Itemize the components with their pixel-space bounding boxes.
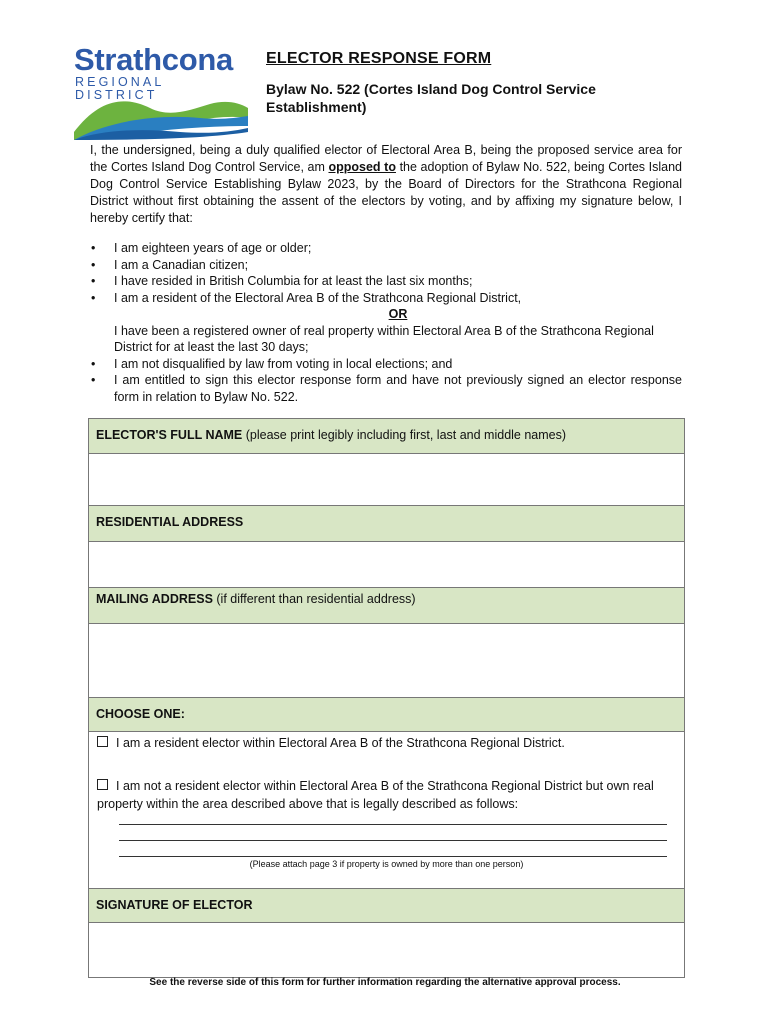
intro-text-before: I, the undersigned, being a duly qualified elector of Electoral Area B, being the proposed service area for the Cortes Island Dog Control Service, am (90, 143, 682, 174)
strathcona-logo (70, 40, 250, 140)
cert-or: OR (388, 307, 408, 321)
signature-header (89, 889, 684, 923)
bylaw-subtitle: Bylaw No. 522 (Cortes Island Dog Control Service Establishment) (266, 81, 596, 115)
cert-owner: I have been a registered owner of real property within Electoral Area B of the Strathcona Regional District for at least the last 30 days; (114, 323, 654, 354)
landscape-icon (70, 88, 250, 140)
option-owner[interactable] (97, 777, 672, 813)
option-resident-label: I am a resident elector within Electoral Area B of the Strathcona Regional District. (116, 736, 565, 750)
mailing-header (89, 588, 684, 624)
option-resident[interactable] (97, 734, 672, 752)
page-title: ELECTOR RESPONSE FORM (266, 50, 492, 67)
choose-label: CHOOSE ONE: (96, 707, 185, 721)
legal-description-line-2[interactable] (119, 840, 667, 841)
logo-subtitle: REGIONAL DISTRICT (75, 75, 164, 102)
cert-bc-resident: • I have resided in British Columbia for at least the last six months; (90, 273, 682, 290)
residential-address-field[interactable] (89, 542, 684, 588)
cert-age: • I am eighteen years of age or older; (90, 240, 682, 257)
full-name-header (89, 419, 684, 454)
full-name-hint: (please print legibly including first, last and middle names) (242, 428, 567, 442)
signature-label: SIGNATURE OF ELECTOR (96, 898, 253, 912)
cert-citizen: • I am a Canadian citizen; (90, 257, 682, 274)
attach-note: (Please attach page 3 if property is owned by more than one person) (249, 859, 524, 869)
cert-entitled: • I am entitled to sign this elector response form and have not previously signed an elector response form in relation to Bylaw No. 522. (90, 372, 682, 405)
footer-note: See the reverse side of this form for further information regarding the alternative approval process. (149, 977, 621, 988)
intro-paragraph (90, 142, 682, 227)
choose-options (89, 732, 684, 889)
mailing-address-field[interactable] (89, 624, 684, 698)
certification-list (90, 240, 682, 405)
cert-not-disqualified: • I am not disqualified by law from voting in local elections; and (90, 356, 682, 373)
option-owner-label: I am not a resident elector within Electoral Area B of the Strathcona Regional District but own real property within the area described above that is legally described as follows: (97, 779, 654, 811)
checkbox-owner[interactable] (97, 779, 108, 790)
intro-emphasis: opposed to (328, 160, 396, 174)
checkbox-resident[interactable] (97, 736, 108, 747)
choose-header (89, 698, 684, 732)
cert-area-resident: • I am a resident of the Electoral Area B of the Strathcona Regional District, (90, 290, 682, 307)
full-name-label: ELECTOR'S FULL NAME (96, 428, 243, 442)
logo-name: Strathcona (74, 42, 233, 77)
mailing-label: MAILING ADDRESS (96, 592, 213, 606)
intro-text-after: the adoption of Bylaw No. 522, being Cortes Island Dog Control Service Establishing Bylaw 2023, by the Board of Directors for the Strathcona Regional District without first obtaining the assent of the electors by voting, and by affixing my signature below, I hereby certify that: (90, 160, 682, 225)
response-form (88, 418, 685, 978)
residential-header (89, 506, 684, 542)
legal-description-line-3[interactable] (119, 856, 667, 857)
legal-description-line-1[interactable] (119, 824, 667, 825)
mailing-hint: (if different than residential address) (212, 592, 416, 606)
residential-label: RESIDENTIAL ADDRESS (96, 515, 244, 529)
full-name-field[interactable] (89, 454, 684, 506)
signature-field[interactable] (89, 923, 684, 977)
